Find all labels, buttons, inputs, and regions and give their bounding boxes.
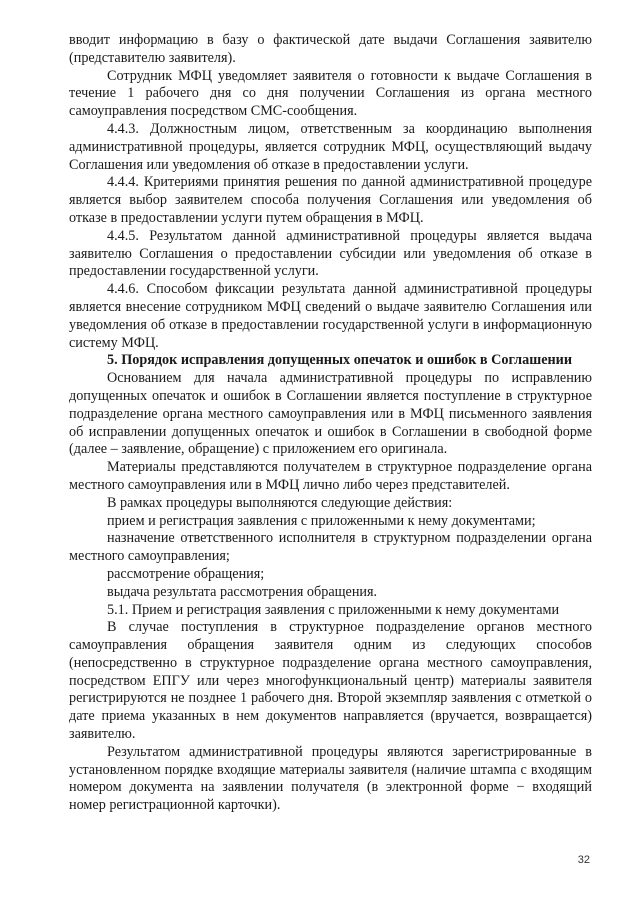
- list-item: рассмотрение обращения;: [107, 565, 265, 582]
- paragraph: 4.4.6. Способом фиксации результата данной административной процедуры является внесение сотрудником МФЦ сведений о выдаче заявителю Соглашения или уведомления об отказе в предоставлении государственной услуги в информационную систему МФЦ.: [69, 281, 592, 351]
- paragraph: вводит информацию в базу о фактической дате выдачи Соглашения заявителю (представителю заявителя).: [69, 32, 592, 66]
- list-item: назначение ответственного исполнителя в структурном подразделении органа местного самоуправления;: [69, 530, 592, 565]
- paragraph: В рамках процедуры выполняются следующие действия:: [107, 494, 453, 511]
- paragraph: 4.4.4. Критериями принятия решения по данной административной процедуре является выбор заявителем способа получения Соглашения или уведомления об отказе в предоставлении услуги путем обращения в МФЦ.: [69, 174, 592, 226]
- list-item: прием и регистрация заявления с приложенными к нему документами;: [107, 512, 536, 529]
- paragraph: Сотрудник МФЦ уведомляет заявителя о готовности к выдаче Соглашения в течение 1 рабочего дня со дня получении Соглашения из органа местного самоуправления посредством СМС-сообщения.: [69, 67, 592, 120]
- paragraph: 4.4.5. Результатом данной административной процедуры является выдача заявителю Соглашения о предоставлении субсидии или уведомления об отказе в предоставлении государственной услуги.: [69, 227, 592, 280]
- list-item: выдача результата рассмотрения обращения.: [107, 583, 378, 600]
- paragraph: Материалы представляются получателем в структурное подразделение органа местного самоуправления или в МФЦ лично либо через представителей.: [69, 459, 592, 493]
- subsection-heading: 5.1. Прием и регистрация заявления с приложенными к нему документами: [107, 601, 560, 618]
- paragraph: В случае поступления в структурное подразделение органов местного самоуправления обращения заявителя одним из следующих способов (непосредственно в структурное подразделение органа местного самоуправления, посредством ЕПГУ или через многофункциональный центр) материалы заявителя регистрируются не позднее 1 рабочего дня. Второй экземпляр заявления с отметкой о дате приема указанных в нем документов направляется (вручается, возвращается) заявителю.: [69, 619, 592, 743]
- paragraph: Основанием для начала административной процедуры по исправлению допущенных опечаток и ошибок в Соглашении является поступление в структурное подразделение органа местного самоуправления или в МФЦ письменного заявления об исправлении допущенных опечаток и ошибок в Соглашении в свободной форме (далее – заявление, обращение) с приложением его оригинала.: [69, 370, 592, 458]
- page-number: 32: [577, 854, 590, 866]
- section-heading: 5. Порядок исправления допущенных опечаток и ошибок в Соглашении: [107, 352, 573, 369]
- document-page: [69, 32, 592, 815]
- paragraph: 4.4.3. Должностным лицом, ответственным за координацию выполнения административной процедуры, является сотрудник МФЦ, осуществляющий выдачу Соглашения или уведомления об отказе в предоставлении услуги.: [69, 120, 592, 173]
- paragraph: Результатом административной процедуры являются зарегистрированные в установленном порядке входящие материалы заявителя (наличие штампа с входящим номером документа на заявлении получателя (в электронной форме − входящий номер регистрационной карточки).: [69, 743, 592, 814]
